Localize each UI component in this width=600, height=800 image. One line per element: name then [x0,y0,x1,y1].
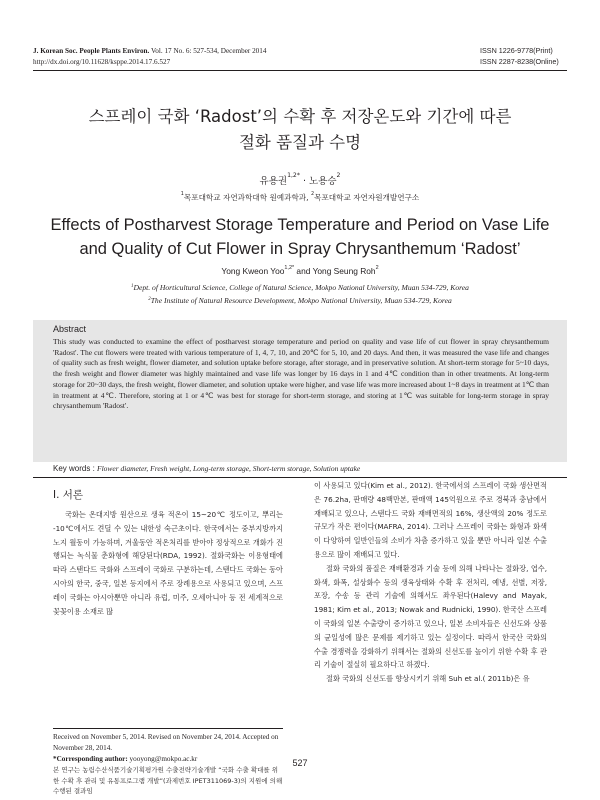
english-title [33,213,567,261]
english-author2: and Yong Seung Roh [294,266,376,276]
english-authors [33,266,567,276]
english-author2-sup: 2 [375,265,379,271]
right-paragraph-3: 절화 국화의 신선도를 향상시키기 위해 Suh et al.( 2011b)은 유 [326,674,530,684]
korean-author1: 유용권 [259,176,288,187]
right-paragraph-2: 절화 국화의 품질은 재배환경과 기술 등에 의해 나타나는 절화장, 엽수, 화색, 화폭, 설상화수 등의 생육상태와 수확 후 전처리, 예냉, 선별, 저장, 포장, 수송 등 관리 기술에 의해서도 좌우된다(Halevy and Mayak, 1981; Kim et al., 2013; Nowak and Rudnicki, 1990). 한국산 스프레이 국화의 일본 수출량이 증가하고 있으나, 일본 소비자들은 신선도와 상품의 균일성에 많은 문제를 제기하고 있는 실정이다. 따라서 한국산 국화의 수출 경쟁력을 강화하기 위해서는 절화의 신선도를 높이기 위한 수확 후 관리 기술이 절실히 필요하다고 하겠다. [314,563,547,670]
keywords [53,464,360,473]
right-paragraph-1: 이 사용되고 있다(Kim et al., 2012). 한국에서의 스프레이 국화 생산면적은 76.2ha, 판매량 48백만본, 판매액 145억원으로 주로 경북과 충남에서 재배되고 있으나, 스탠다드 국화 재배면적의 16%, 생산액의 20% 정도로 규모가 작은 편이다(MAFRA, 2014). 그러나 스프레이 국화는 화형과 화색이 다양하여 일반인들의 소비가 차츰 증가하고 있을 뿐만 아니라 일본 수출용으로 많이 재배되고 있다. [314,481,547,559]
english-aff1: Dept. of Horticultural Science, College of Natural Science, Mokpo National University, Muan 534-729, Korea [133,283,469,292]
english-author1-sup: 1,2* [284,265,295,271]
korean-authors [33,173,567,187]
right-column [314,479,547,686]
korean-author1-sup: 1,2* [287,172,300,179]
english-title-line2: and Quality of Cut Flower in Spray Chrysanthemum ‘Radost’ [79,240,521,258]
page-number: 527 [292,758,308,768]
english-aff1-num: 1 [131,284,134,289]
keywords-rule [33,477,567,478]
english-aff2-num: 2 [148,296,151,302]
issn-print: ISSN 1226-9778(Print) [480,46,553,55]
issn-block [480,46,559,67]
korean-aff1-num: 1 [180,191,184,197]
left-paragraph-1: 국화는 온대지방 원산으로 생육 적온이 15~20℃ 정도이고, 뿌리는 -10℃에서도 견딜 수 있는 내한성 숙근초이다. 한국에서는 중부지방까지 노지 월동이 가능하며, 겨울동안 적온처리를 받아야 정상적으로 개화가 진행되는 녹식물 춘화형에 해당된다(RDA, 1992). 절화국화는 이용형태에 따라 스탠다드 국화와 스프레이 국화로 구분하는데, 스탠다드 국화는 동아시아의 한국, 중국, 일본 등지에서 주로 장례용으로 사용되고 있으며, 스프레이 국화는 아시아뿐만 아니라 유럽, 미주, 오세아니아 등 전 세계적으로 꽃꽂이용 소재로 많 [53,510,283,616]
korean-aff1: 목포대학교 자연과학대학 원예과학과, [183,193,311,202]
journal-volume: Vol. 17 No. 6: 527-534, December 2014 [151,47,267,55]
issn-online: ISSN 2287-8238(Online) [480,56,559,66]
header-rule [33,70,567,71]
keywords-label: Key words : [53,464,98,473]
english-author1: Yong Kweon Yoo [221,266,285,276]
keywords-list: Flower diameter, Fresh weight, Long-term storage, Short-term storage, Solution uptake [97,464,361,473]
abstract-heading: Abstract [53,324,87,334]
corresponding-email[interactable]: yooyong@mokpo.ac.kr [127,755,198,763]
journal-header [33,46,266,67]
footnote-rule [53,728,283,729]
english-aff2: The Institute of Natural Resource Development, Mokpo National University, Muan 534-729, Korea [150,295,452,305]
korean-title [33,104,567,156]
korean-author2: 노용승 [309,176,337,187]
left-column [53,508,283,618]
doi-link[interactable]: http://dx.doi.org/10.11628/ksppe.2014.17.6.527 [33,57,171,66]
section-heading-introduction: Ⅰ. 서론 [53,489,84,501]
corresponding-label: *Corresponding author: [53,755,128,763]
journal-name: J. Korean Soc. People Plants Environ. [33,47,150,55]
korean-author2-sup: 2 [336,172,341,179]
english-title-line1: Effects of Postharvest Storage Temperature and Period on Vase Life [50,216,550,234]
korean-title-line1: 스프레이 국화 ‘Radost’의 수확 후 저장온도와 기간에 따른 [88,107,512,126]
english-affiliations [33,282,567,307]
korean-affiliations [33,192,567,203]
author-separator: · [299,176,309,187]
abstract-body: This study was conducted to examine the effect of postharvest storage temperature and period on quality and vase life of cut flower in spray chrysanthemum 'Radost'. The cut flowers were treated with various temperature of 1, 4, 7, 10, and 20℃ for 5, 10, and 20 days. And then, it was measured the vase life and changes of quality such as fresh weight, flower diameter, and solution uptake before storage, after storage, and in preservative solution. At short-term storage for 5~10 days, the fresh weight and flower diameter was highly maintained and vase life was longer by 16 days in 1 and 4℃ condition than in other treatments. At long-term storage for 20~30 days, the fresh weight, flower diameter, and solution uptake were higher, and vase life was more increased about 1~8 days in treatment at 1℃ than in treatment at 4℃. Therefore, storing at 1 or 4℃ was best for storage for short-term storage, and storing at 1℃ was suitable for long-term storage in spray chrysanthemum 'Radost'. [53,337,549,411]
korean-title-line2: 절화 품질과 수명 [238,133,362,152]
received-dates: Received on November 5, 2014. Revised on November 24, 2014. Accepted on November 28, 2014. [53,733,279,752]
funding-note: 본 연구는 농림수산식품기술기획평가원 수출전략기술개발 “국화 수출 확대를 위한 수확 후 관리 및 유통프로그램 개발”(과제번호 IPET311069-3)의 지원에 의해 수행된 결과임 [53,766,283,795]
korean-aff2-num: 2 [310,191,315,197]
korean-aff2: 목포대학교 자연자원개발연구소 [314,193,420,202]
